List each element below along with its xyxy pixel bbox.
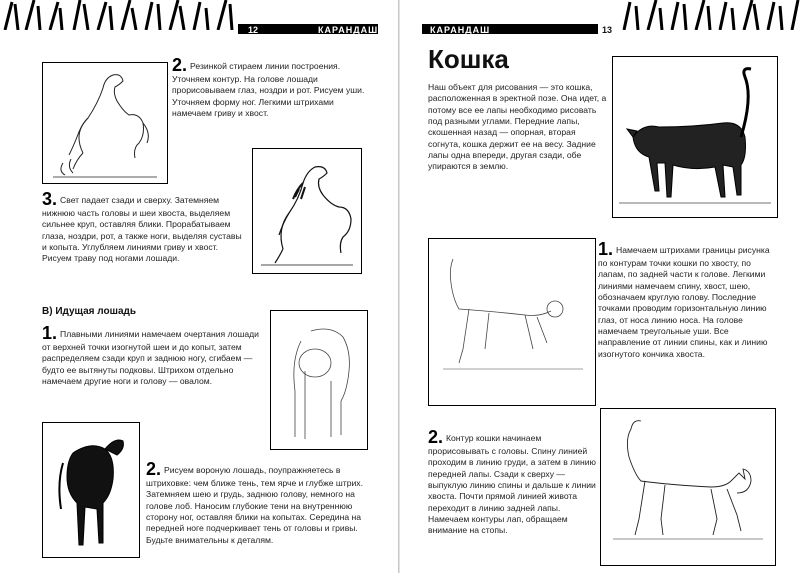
page-number: 12 — [248, 25, 259, 35]
black-horse-sketch — [43, 423, 139, 557]
cat-shaded-sketch — [613, 57, 777, 217]
step2b-number: 2. — [146, 459, 162, 479]
header-title: КАРАНДАШ — [318, 25, 379, 35]
step2-body: Резинкой стираем линии построения. Уточняем контур. На голове лошади прорисовываем глаз, ноздри и рот. Рисуем уши. Уточняем форму ног. Легкими штрихами намечаем гриву и хвост. — [172, 61, 365, 119]
step2-text — [428, 428, 596, 537]
horse-rearing-sketch — [43, 63, 167, 183]
step2b-text — [146, 460, 378, 546]
header-grass-art — [620, 0, 800, 30]
step2-number: 2. — [172, 55, 188, 75]
horse-shaded-sketch-frame — [252, 148, 362, 274]
walking-horse-construction-sketch — [271, 311, 367, 449]
cat-shaded-sketch-frame — [612, 56, 778, 218]
step2-number: 2. — [428, 427, 444, 447]
step1-number: 1. — [598, 239, 614, 259]
cat-construction-frame — [428, 238, 596, 406]
right-page — [400, 0, 800, 573]
step1-body: Намечаем штрихами границы рисунка по контурам точки кошки по хвосту, по лапам, по задней части к голове. Легкими линиями намечаем спину, хвост, шею, обозначаем круглую голову. Последние точками проводим горизонтальную линию глаз, от носа линию носа. На голове намечаем треугольные уши. Все направление от линии спины, как и линию изогнутого кончика хвоста. — [598, 245, 770, 359]
step1-body: Плавными линиями намечаем очертания лошади от верхней точки изогнутой шеи и до копыт, затем распределяем сзади круп и заднюю ногу, сгибаем — будто ее вытянуты подковы. Штрихом отдельно намечаем другие ноги и голову — овалом. — [42, 329, 259, 387]
header-title: КАРАНДАШ — [430, 25, 491, 35]
step3-body: Свет падает сзади и сверху. Затемняем нижнюю часть головы и шеи хвоста, выделяем сильнее круп, оставляя блики. Прорабатываем глаза, ноздри, рот, а также ноги, выделяя суставы и копыта. Углубляем линиями гриву и хвост. Рисуем траву под ногами лошади. — [42, 195, 242, 264]
horse-shaded-sketch — [253, 149, 361, 273]
black-horse-sketch-frame — [42, 422, 140, 558]
intro-body: Наш объект для рисования — это кошка, расположенная в эректной позе. Она идет, а потому все ее лапы необходимо рисовать под разными углами. Передние лапы, скошенная назад — опорная, вторая согнута, кошка держит ее на весу. Задние лапы одна впереди, другая сзади, обе упираются в землю. — [428, 82, 607, 172]
step1-number: 1. — [42, 323, 58, 343]
step1-text — [598, 240, 780, 360]
horse-rearing-sketch-frame — [42, 62, 168, 184]
cat-outline-sketch — [601, 409, 775, 565]
page-number: 13 — [602, 25, 613, 35]
step1-text — [42, 324, 264, 387]
cat-outline-sketch-frame — [600, 408, 776, 566]
section-walking-horse-title: В) Идущая лошадь — [42, 306, 137, 317]
step2-text — [172, 56, 376, 119]
header-grass-art — [0, 0, 240, 30]
page-title: Кошка — [428, 44, 509, 74]
intro-text — [428, 82, 610, 173]
step2b-body: Рисуем вороную лошадь, поупражняетесь в штриховке: чем ближе тень, тем ярче и глубже штрих. Затемняем шею и грудь, заднюю голову, немного на голове лоб. Наносим глубокие тени на внутреннюю сторону ног, оставляя блики на копытах. Середина на передней ноге подчеркивает тень от головы и гривы. Будьте внимательны к деталям. — [146, 465, 363, 545]
step2-body: Контур кошки начинаем прорисовывать с головы. Спину линией проходим в линию груди, а затем в линию передней лапы. Сзади к сверху — выпуклую линию спины и дальше к линии хвоста. Почти прямой линией живота переходит в линию задней лапы. Намечаем контуры лап, обращаем внимание на стопы. — [428, 433, 596, 536]
walking-horse-construction-frame — [270, 310, 368, 450]
step3-text — [42, 190, 248, 265]
cat-construction-sketch — [429, 239, 595, 405]
step3-number: 3. — [42, 189, 58, 209]
